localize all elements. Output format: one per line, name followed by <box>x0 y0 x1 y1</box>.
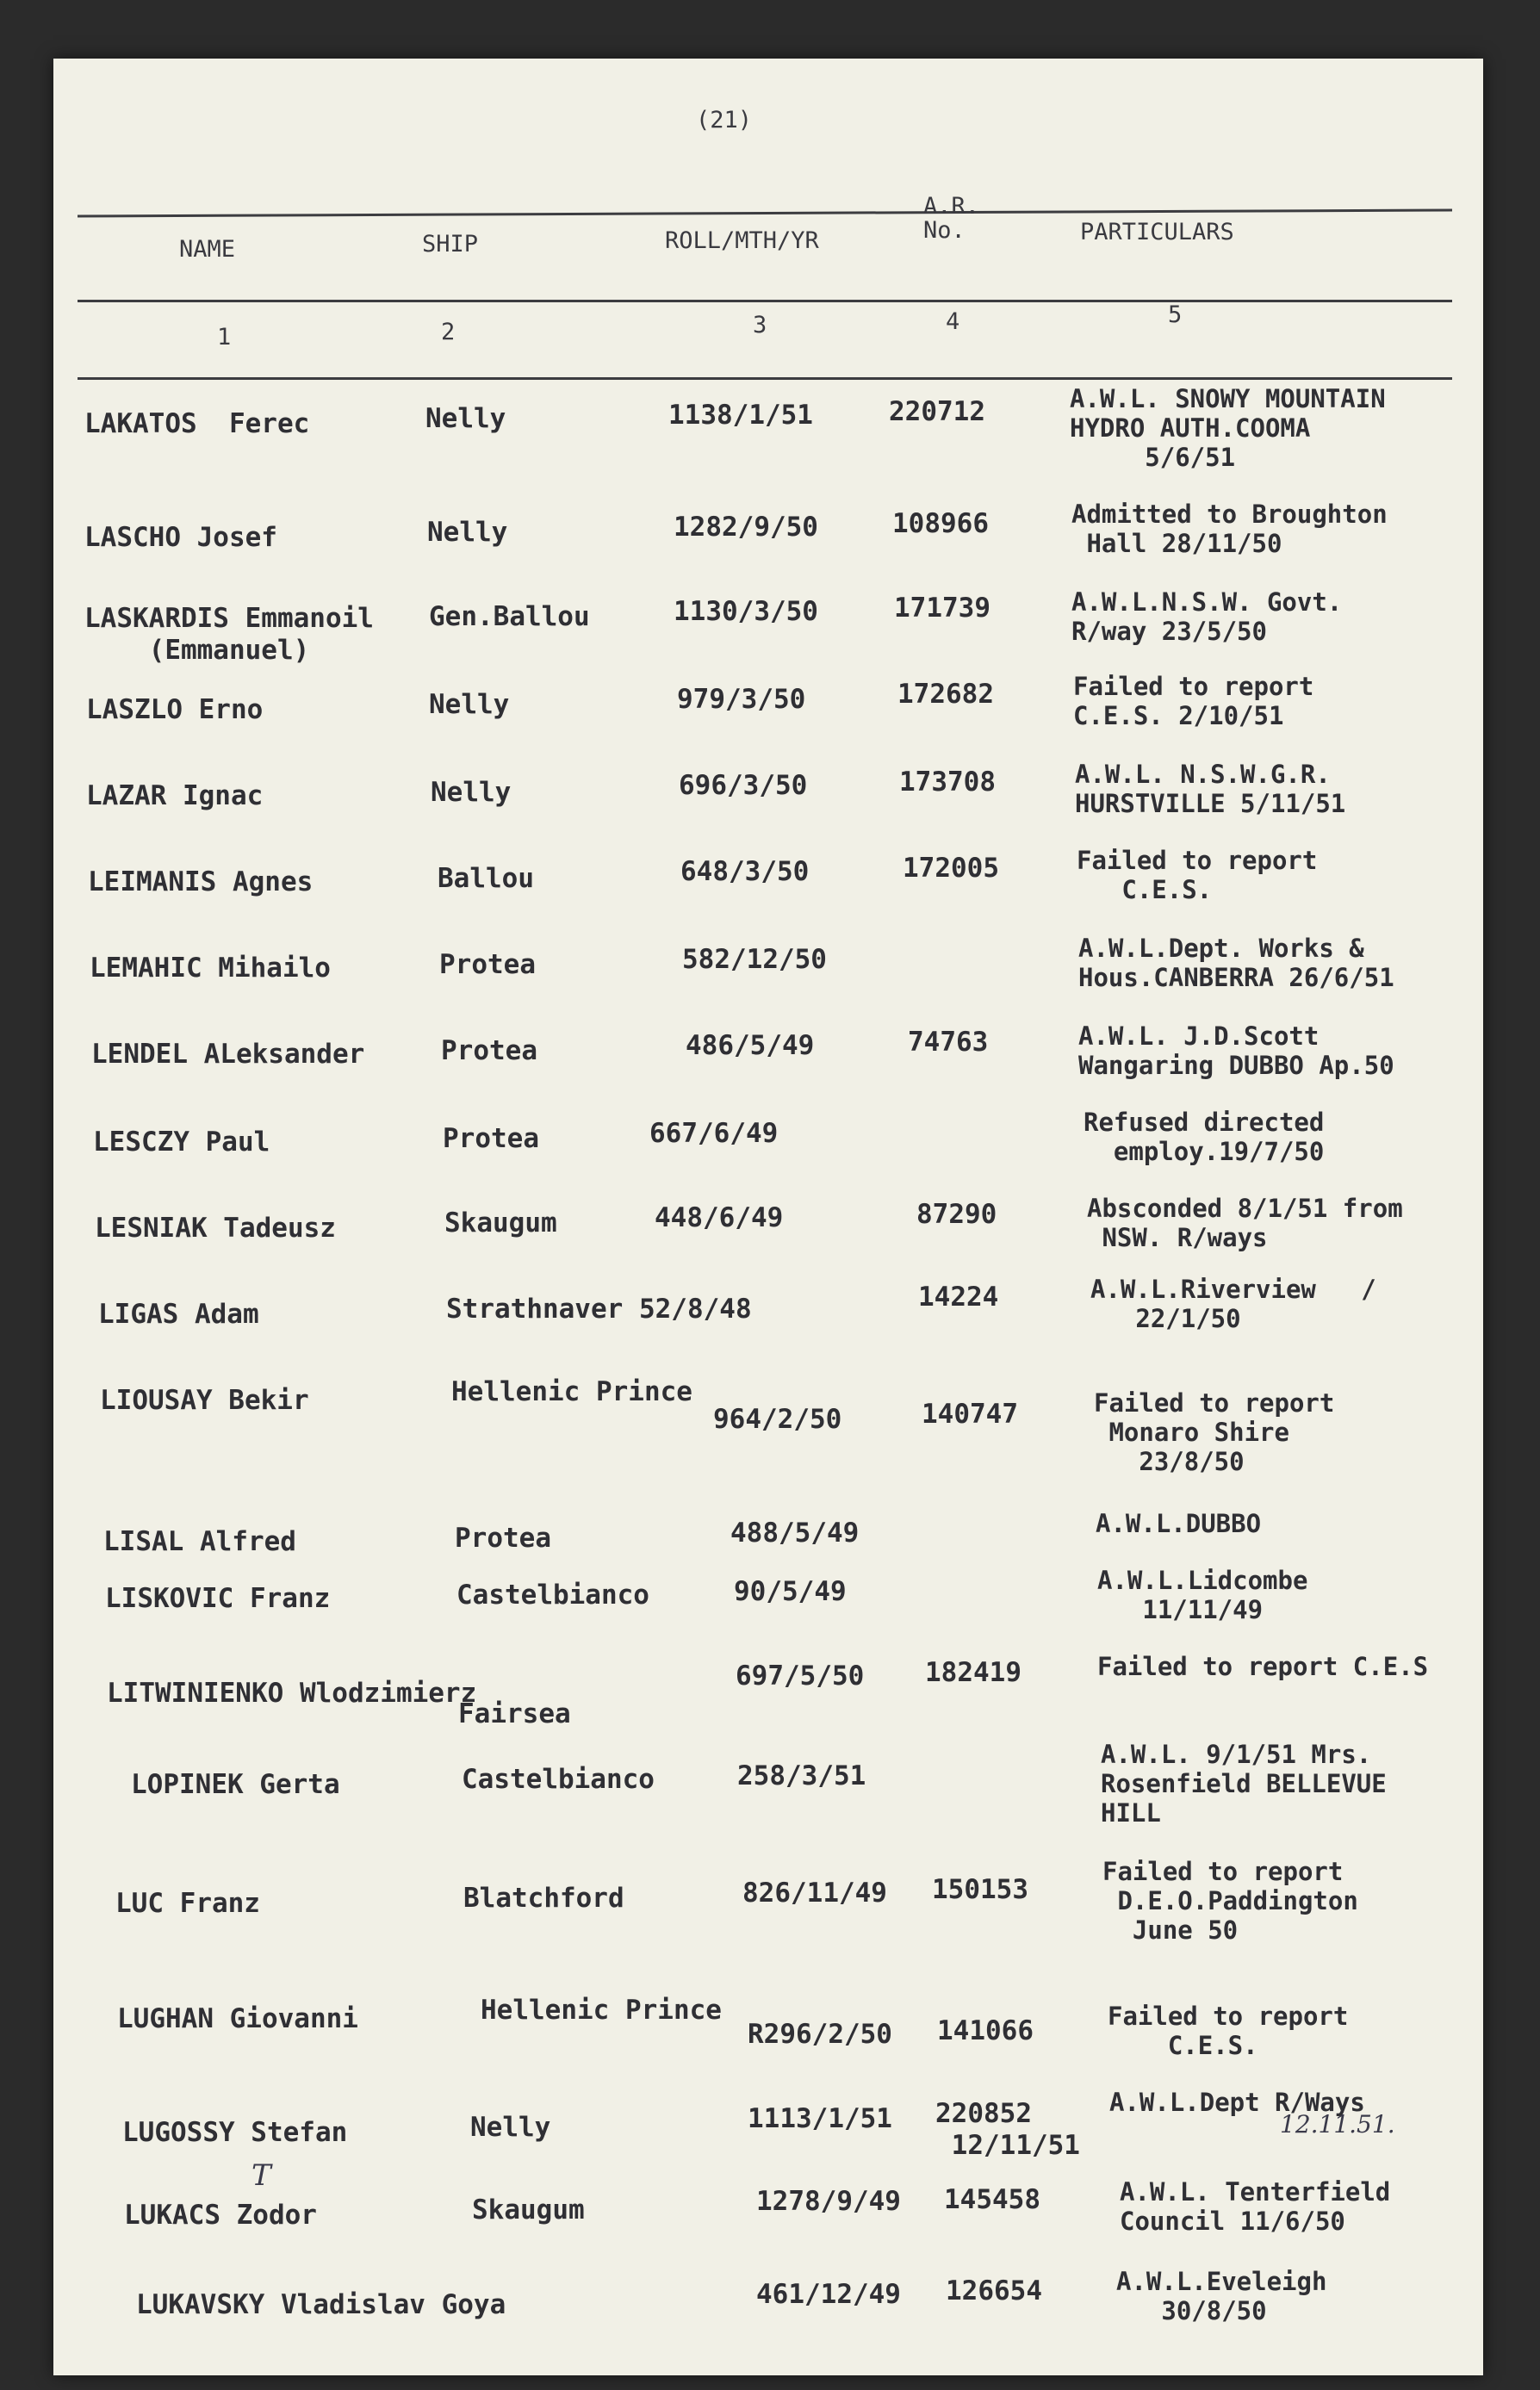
row-name: LUC Franz <box>115 1888 260 1919</box>
row-particulars: A.W.L. SNOWY MOUNTAIN HYDRO AUTH.COOMA 5/6/51 <box>1070 384 1386 473</box>
row-ar-number: 141066 <box>937 2015 1034 2046</box>
row-ship: Fairsea <box>458 1698 571 1729</box>
document-page <box>53 59 1483 2375</box>
row-particulars: Failed to report Monaro Shire 23/8/50 <box>1094 1388 1335 1477</box>
column-header-particulars: PARTICULARS <box>1080 219 1234 245</box>
row-name: LEMAHIC Mihailo <box>90 953 331 984</box>
row-roll: 648/3/50 <box>680 856 810 887</box>
row-ship: Protea <box>439 949 536 980</box>
row-roll: 979/3/50 <box>677 684 806 715</box>
row-particulars: A.W.L. 9/1/51 Mrs. Rosenfield BELLEVUE HILL <box>1101 1740 1387 1828</box>
row-name: LASKARDIS Emmanoil (Emmanuel) <box>84 603 374 666</box>
row-ship: Protea <box>441 1035 537 1066</box>
row-roll: 90/5/49 <box>734 1576 847 1607</box>
header-bottom-rule <box>78 377 1452 380</box>
row-ship: Hellenic Prince <box>481 1995 722 2026</box>
row-ship: Protea <box>455 1523 551 1554</box>
row-particulars: A.W.L.Riverview / 22/1/50 <box>1090 1275 1376 1334</box>
row-roll: 667/6/49 <box>649 1118 779 1149</box>
row-particulars: Failed to report C.E.S. <box>1077 846 1318 905</box>
row-roll: 461/12/49 <box>756 2279 901 2310</box>
row-ship: Nelly <box>470 2112 551 2143</box>
row-roll: 964/2/50 <box>713 1404 842 1435</box>
column-header-ar-number: A.R. No. <box>923 193 980 245</box>
row-name: LEIMANIS Agnes <box>88 866 314 897</box>
column-number-5: 5 <box>1168 301 1183 328</box>
row-ar-number: 182419 <box>925 1657 1021 1688</box>
row-ship: Skaugum <box>472 2194 585 2225</box>
row-ship: Ballou <box>438 863 534 894</box>
row-particulars: A.W.L.Dept. Works & Hous.CANBERRA 26/6/51 <box>1078 934 1394 993</box>
row-name: LUGHAN Giovanni <box>117 2003 358 2034</box>
row-particulars: Failed to report C.E.S. <box>1108 2002 1349 2061</box>
row-ar-number: 172005 <box>903 853 999 884</box>
column-header-name: NAME <box>179 236 236 263</box>
row-roll: 1130/3/50 <box>674 596 818 627</box>
row-particulars: Failed to report D.E.O.Paddington June 50 <box>1102 1857 1358 1946</box>
row-ar-number: 140747 <box>922 1399 1018 1430</box>
row-particulars: A.W.L. Tenterfield Council 11/6/50 <box>1120 2177 1391 2237</box>
row-name: LISKOVIC Franz <box>105 1583 331 1614</box>
row-particulars: Failed to report C.E.S <box>1097 1652 1429 1681</box>
row-ar-number: 126654 <box>946 2275 1042 2306</box>
row-ar-number: 172682 <box>897 679 994 710</box>
row-ship: Hellenic Prince <box>451 1376 692 1407</box>
row-roll: 486/5/49 <box>686 1030 815 1061</box>
row-roll: 697/5/50 <box>736 1661 865 1692</box>
row-particulars: Absconded 8/1/51 from NSW. R/ways <box>1087 1194 1403 1253</box>
row-roll: 582/12/50 <box>682 944 827 975</box>
row-roll: R296/2/50 <box>748 2019 892 2050</box>
handwritten-date-note: 12.11.51. <box>1280 2110 1395 2139</box>
row-name: LESCZY Paul <box>93 1127 270 1158</box>
row-name: LASZLO Erno <box>86 694 264 725</box>
row-particulars: A.W.L. N.S.W.G.R. HURSTVILLE 5/11/51 <box>1075 760 1346 819</box>
row-roll: 448/6/49 <box>655 1202 784 1233</box>
row-particulars: Refused directed employ.19/7/50 <box>1084 1108 1325 1167</box>
header-mid-rule <box>78 300 1452 302</box>
row-name: LENDEL ALeksander <box>91 1039 365 1070</box>
column-header-ship: SHIP <box>422 231 479 258</box>
row-particulars: Failed to report C.E.S. 2/10/51 <box>1073 672 1314 731</box>
row-ar-number: 220852 12/11/51 <box>935 2098 1080 2161</box>
row-ship: Protea <box>443 1123 539 1154</box>
column-number-4: 4 <box>946 308 960 335</box>
row-name: LESNIAK Tadeusz <box>95 1213 336 1244</box>
row-roll: 1138/1/51 <box>668 400 813 431</box>
row-name: LITWINIENKO Wlodzimierz <box>107 1678 477 1709</box>
row-particulars: A.W.L.Lidcombe 11/11/49 <box>1097 1566 1308 1625</box>
row-ar-number: 145458 <box>944 2184 1040 2215</box>
row-ship: Skaugum <box>444 1207 557 1238</box>
row-roll: 1113/1/51 <box>748 2103 892 2134</box>
row-ship: Strathnaver 52/8/48 <box>446 1294 752 1325</box>
row-name: LAZAR Ignac <box>86 780 264 811</box>
row-roll: 488/5/49 <box>730 1518 860 1549</box>
row-name: LIGAS Adam <box>98 1299 259 1330</box>
row-ship: Castelbianco <box>462 1764 655 1795</box>
row-name: LAKATOS Ferec <box>84 408 310 439</box>
row-ship: Blatchford <box>463 1883 624 1914</box>
row-roll: 1282/9/50 <box>674 512 818 543</box>
row-roll: 1278/9/49 <box>756 2186 901 2217</box>
row-ship: Gen.Ballou <box>429 601 590 632</box>
column-header-roll: ROLL/MTH/YR <box>665 227 819 254</box>
header-top-rule <box>78 209 1452 218</box>
row-name: LUGOSSY Stefan <box>122 2117 348 2148</box>
row-particulars: A.W.L. J.D.Scott Wangaring DUBBO Ap.50 <box>1078 1021 1394 1081</box>
row-ar-number: 74763 <box>908 1027 989 1058</box>
row-ship: Nelly <box>427 517 508 548</box>
row-ar-number: 171739 <box>894 593 990 624</box>
row-particulars: A.W.L.Dept R/Ways <box>1109 2088 1365 2117</box>
row-particulars: A.W.L.Eveleigh 30/8/50 <box>1116 2267 1327 2326</box>
row-ar-number: 14224 <box>918 1282 999 1313</box>
row-name: LASCHO Josef <box>84 522 277 553</box>
row-ar-number: 173708 <box>899 767 996 798</box>
row-roll: 696/3/50 <box>679 770 808 801</box>
row-ship: Nelly <box>429 689 510 720</box>
page-number: (21) <box>696 107 753 133</box>
row-ship: Castelbianco <box>456 1580 649 1611</box>
row-ar-number: 87290 <box>916 1199 997 1230</box>
row-particulars: A.W.L.N.S.W. Govt. R/way 23/5/50 <box>1071 587 1343 647</box>
handwritten-correction-mark: T <box>251 2158 271 2193</box>
row-name: LISAL Alfred <box>103 1526 296 1557</box>
row-particulars: A.W.L.DUBBO <box>1096 1509 1262 1538</box>
row-name: LUKACS Zodor <box>124 2200 317 2231</box>
column-number-3: 3 <box>753 312 767 338</box>
row-particulars: Admitted to Broughton Hall 28/11/50 <box>1071 500 1388 559</box>
row-ar-number: 108966 <box>892 508 989 539</box>
row-roll: 826/11/49 <box>742 1878 887 1909</box>
row-name: LUKAVSKY Vladislav Goya <box>136 2289 506 2320</box>
row-ar-number: 150153 <box>932 1874 1028 1905</box>
row-ship: Nelly <box>431 777 512 808</box>
row-name: LIOUSAY Bekir <box>100 1385 309 1416</box>
row-name: LOPINEK Gerta <box>131 1769 340 1800</box>
column-number-1: 1 <box>217 324 232 351</box>
row-ar-number: 220712 <box>889 396 985 427</box>
row-roll: 258/3/51 <box>737 1760 866 1791</box>
column-number-2: 2 <box>441 319 456 345</box>
row-ship: Nelly <box>425 403 506 434</box>
